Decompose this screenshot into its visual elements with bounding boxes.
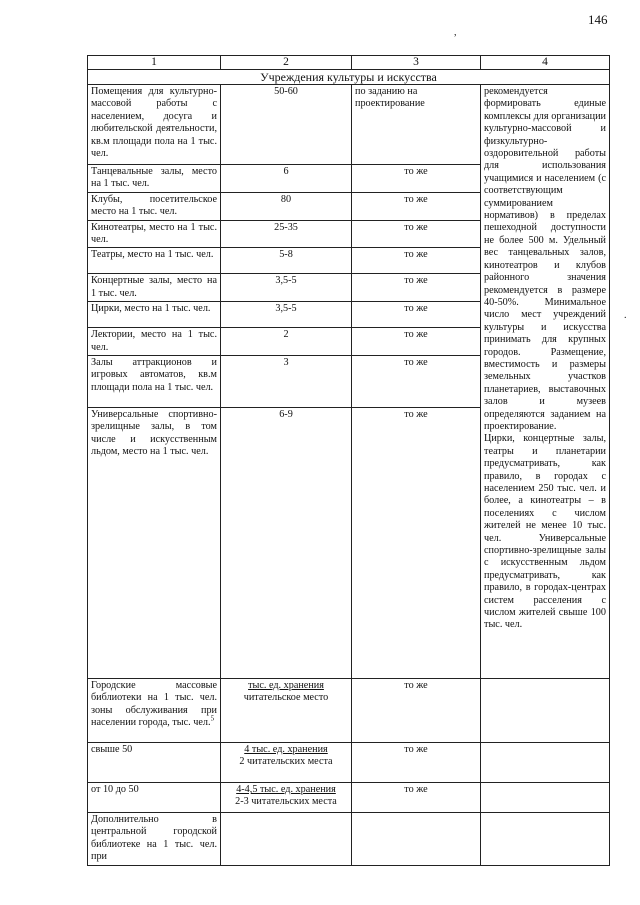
row-note: то же <box>352 248 481 274</box>
page-number: 146 <box>588 12 608 27</box>
table-row <box>88 743 610 783</box>
row-value: 50-60 <box>221 85 352 165</box>
row-value: 3,5-5 <box>221 302 352 328</box>
row-value: 25-35 <box>221 220 352 248</box>
section-row <box>88 70 610 85</box>
section-title: Учреждения культуры и искусства <box>88 70 610 85</box>
central-library-row <box>88 813 610 866</box>
row-note: то же <box>352 356 481 408</box>
row-name: Концертные залы, место на 1 тыс. чел. <box>88 274 221 302</box>
row-value <box>221 743 352 783</box>
stray-mark-dot: . <box>624 310 627 321</box>
column4-note <box>481 85 610 679</box>
row-note: то же <box>352 408 481 679</box>
library-name-text: Городские массовые библиотеки на 1 тыс. чел. зоны обслуживания при населении города, тыс. чел. <box>91 680 217 729</box>
library-col4 <box>481 679 610 743</box>
central-library-name: Дополнительно в центральной городской библиотеке на 1 тыс. чел. при <box>88 813 221 866</box>
column4-note-main: рекомендуется формировать единые комплексы для организации культурно-массовой и физкультурно-оздоровительной работы для использования учащимися и населением (с соответствующим суммированием нормативов) в пределах пешеходной доступности не более 500 м. Удельный вес танцевальных залов, кинотеатров и клубов районного значения рекомендуется в размере 40-50%. Минимальное число мест учреждений культуры и искусства принимать для крупных городов. Размещение, вместимость и размеры земельных участков планетариев, выставочных залов и музеев определяются заданием на проектирование. <box>484 86 606 432</box>
row-value <box>221 783 352 813</box>
row-value-top: 4-4,5 тыс. ед. хранения <box>236 784 336 796</box>
row-value: 6-9 <box>221 408 352 679</box>
row-value-bottom: 2 читательских места <box>239 756 333 768</box>
header-col-3: 3 <box>352 56 481 70</box>
row-value: 6 <box>221 165 352 193</box>
row-note: то же <box>352 192 481 220</box>
row-value-top: 4 тыс. ед. хранения <box>244 744 328 756</box>
row-name: Цирки, место на 1 тыс. чел. <box>88 302 221 328</box>
central-library-col4 <box>481 813 610 866</box>
row-note: то же <box>352 783 481 813</box>
row-name: от 10 до 50 <box>88 783 221 813</box>
row-name: Клубы, посетительское место на 1 тыс. чел. <box>88 192 221 220</box>
table-row <box>88 783 610 813</box>
row-value: 3 <box>221 356 352 408</box>
header-row <box>88 56 610 70</box>
row-note: то же <box>352 743 481 783</box>
row-note: то же <box>352 220 481 248</box>
row-name: Кинотеатры, место на 1 тыс. чел. <box>88 220 221 248</box>
row-note: то же <box>352 328 481 356</box>
row-note: то же <box>352 274 481 302</box>
header-col-1: 1 <box>88 56 221 70</box>
row-value: 2 <box>221 328 352 356</box>
row-name: свыше 50 <box>88 743 221 783</box>
row-col4 <box>481 743 610 783</box>
norms-table <box>87 55 610 866</box>
row-note: по заданию на проектирование <box>352 85 481 165</box>
row-col4 <box>481 783 610 813</box>
central-library-value <box>221 813 352 866</box>
library-row <box>88 679 610 743</box>
row-value-bottom: 2-3 читательских места <box>235 796 337 808</box>
row-note: то же <box>352 165 481 193</box>
row-name: Лектории, место на 1 тыс. чел. <box>88 328 221 356</box>
header-col-2: 2 <box>221 56 352 70</box>
row-name: Залы аттракционов и игровых автоматов, кв.м площади пола на 1 тыс. чел. <box>88 356 221 408</box>
row-name: Помещения для культурно-массовой работы с населением, досуга и любительской деятельности, кв.м площади пола на 1 тыс. чел. <box>88 85 221 165</box>
header-col-4: 4 <box>481 56 610 70</box>
library-note: то же <box>352 679 481 743</box>
column4-note-circus: Цирки, концертные залы, театры и планетарии предусматривать, как правило, в городах с населением 250 тыс. чел. и более, а кинотеатры – в поселениях с числом жителей не менее 10 тыс. чел. Универсальные спортивно-зрелищные залы с искусственным льдом предусматривать, как правило, в городах-центрах систем расселения с числом жителей свыше 100 тыс. чел. <box>484 433 606 631</box>
library-footnote: 5 <box>210 714 215 723</box>
row-note: то же <box>352 302 481 328</box>
row-name: Театры, место на 1 тыс. чел. <box>88 248 221 274</box>
central-library-note <box>352 813 481 866</box>
library-value <box>221 679 352 743</box>
row-value: 3,5-5 <box>221 274 352 302</box>
library-value-bottom: читательское место <box>243 692 329 704</box>
library-value-top: тыс. ед. хранения <box>248 680 324 692</box>
row-name: Универсальные спортивно-зрелищные залы, в том числе и искусственным льдом, место на 1 тыс. чел. <box>88 408 221 679</box>
stray-mark-comma: , <box>454 27 457 38</box>
row-value: 5-8 <box>221 248 352 274</box>
row-value: 80 <box>221 192 352 220</box>
row-name: Танцевальные залы, место на 1 тыс. чел. <box>88 165 221 193</box>
library-name <box>88 679 221 743</box>
table-row <box>88 85 610 165</box>
